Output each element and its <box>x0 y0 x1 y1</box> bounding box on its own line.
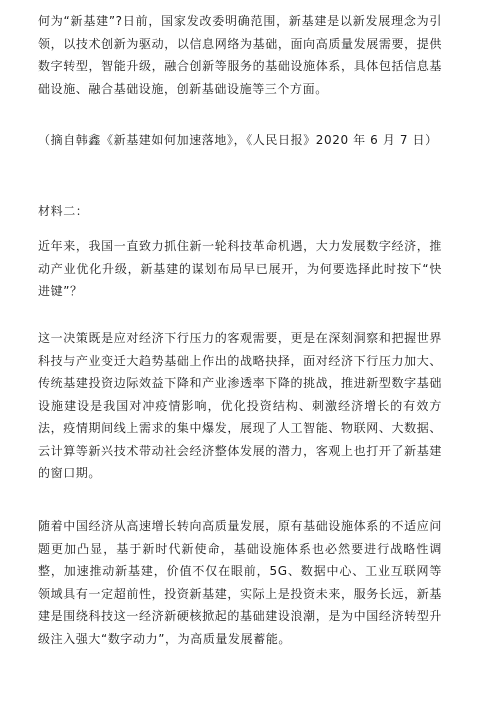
section-heading-material-two: 材料二： <box>38 204 89 218</box>
paragraph-why-fast-forward: 近年来，我国一直致力抓住新一轮科技革命机遇，大力发展数字经济，推动产业优化升级，新基建的谋划布局早已展开，为何要选择此时按下“快进键”？ <box>38 239 442 298</box>
paragraph-strategic-decision: 这一决策既是应对经济下行压力的客观需要，更是在深刻洞察和把握世界科技与产业变迁大趋势基础上作出的战略抉择，面对经济下行压力加大、传统基建投资边际效益下降和产业渗透率下降的挑战，推进新型数字基础设施建设是我国对冲疫情影响，优化投资结构、刺激经济增长的有效方法，疫情期间线上需求的集中爆发，展现了人工智能、物联网、大数据、云计算等新兴技术带动社会经济整体发展的潜力，客观上也打开了新基建的窗口期。 <box>38 331 442 480</box>
paragraph-new-infrastructure-definition: 何为“新基建”?日前，国家发改委明确范围，新基建是以新发展理念为引领，以技术创新为驱动，以信息网络为基础，面向高质量发展需要，提供数字转型，智能升级，融合创新等服务的基础设施体系，具体包括信息基础设施、融合基础设施，创新基础设施等三个方面。 <box>38 14 442 96</box>
paragraph-citation: （摘自韩鑫《新基建如何加速落地》，《人民日报》2020 年 6 月 7 日） <box>38 133 438 147</box>
paragraph-high-quality-development: 随着中国经济从高速增长转向高质量发展，原有基础设施体系的不适应问题更加凸显，基于新时代新使命，基础设施体系也必然要进行战略性调整，加速推动新基建，价值不仅在眼前，5G、数据中心、工业互联网等领域具有一定超前性，投资新基建，实际上是投资未来，服务长远，新基建是围绕科技这一经济新硬核掀起的基础建设浪潮，是为中国经济转型升级注入强大“数字动力”，为高质量发展蓄能。 <box>38 519 442 646</box>
